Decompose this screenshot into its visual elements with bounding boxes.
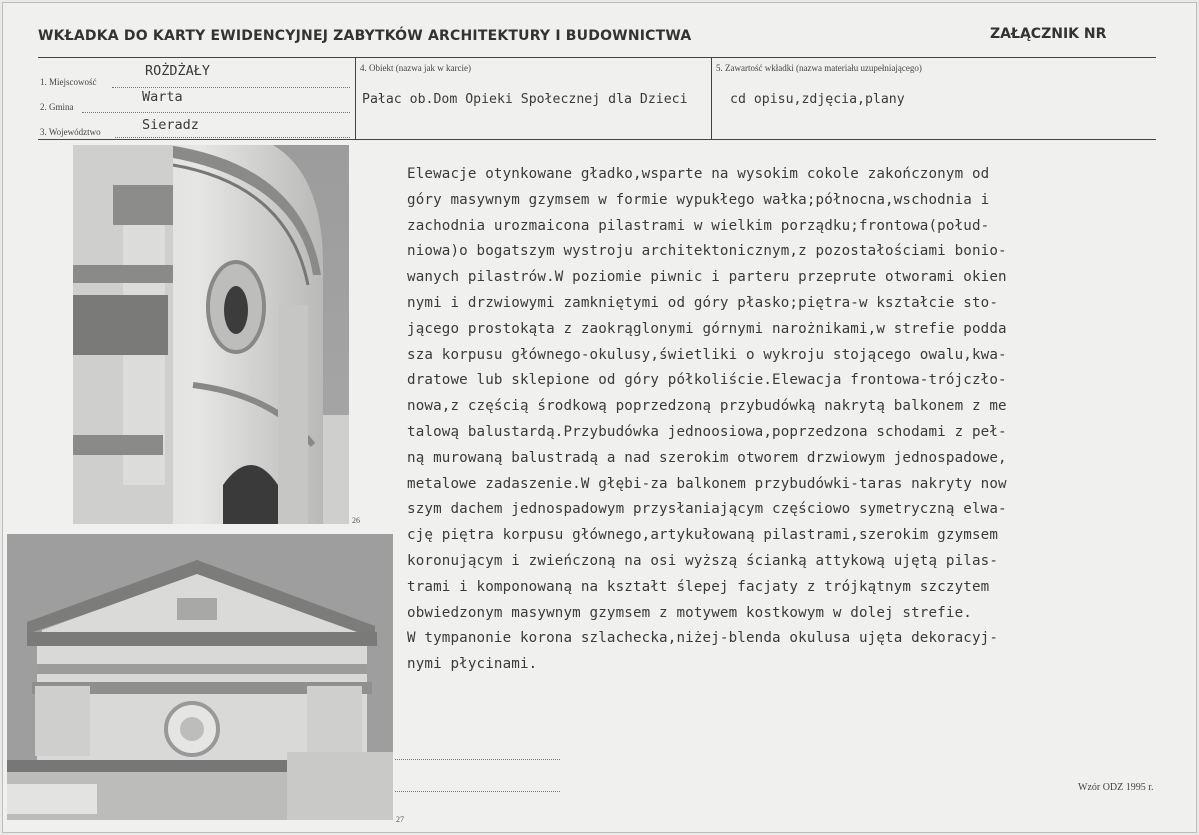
zawartosc-value: cd opisu,zdjęcia,plany: [730, 92, 905, 107]
description-line: wanych pilastrów.W poziomie piwnic i parteru przeprute otworami okien: [407, 269, 1007, 286]
form-template-note: Wzór ODZ 1995 r.: [1078, 782, 1154, 793]
facade-photo-top-image: [73, 145, 349, 524]
obiekt-value: Pałac ob.Dom Opieki Społecznej dla Dzieci: [362, 92, 688, 107]
description-line: jącego prostokąta z zaokrąglonymi górnymi narożnikami,w strefie podda: [407, 320, 1007, 337]
wojewodztwo-value: Sieradz: [142, 117, 199, 133]
description-line: obwiedzonym masywnym gzymsem z motywem kostkowym w dolej strefie.: [407, 604, 972, 621]
wojewodztwo-label: 3. Województwo: [40, 127, 101, 137]
description-line: góry masywnym gzymsem w formie wypukłego wałka;północna,wschodnia i: [407, 191, 990, 208]
gmina-value: Warta: [142, 89, 183, 105]
description-line: metalowe zadaszenie.W głębi-za balkonem przybudówki-taras nakryty now: [407, 475, 1007, 492]
description-line: cję piętra korpusu głównego,artykułowaną pilastrami,szerokim gzymsem: [407, 527, 999, 544]
header-bottom-rule: [38, 139, 1156, 140]
pediment-photo-bottom: [7, 534, 393, 820]
description-line: nymi i drzwiowymi zamkniętymi od góry płasko;piętra-w kształcie sto-: [407, 294, 999, 311]
description-line: trami i komponowaną na kształt ślepej facjaty z trójkątnym szczytem: [407, 578, 990, 595]
facade-photo-top: [73, 145, 349, 524]
description-line: szym dachem jednospadowym przysłaniającym częściowo symetryczną elwa-: [407, 501, 1007, 518]
description-text: [407, 162, 1127, 678]
miejscowosc-label: 1. Miejscowość: [40, 77, 97, 87]
gmina-label: 2. Gmina: [40, 102, 74, 112]
description-line: ną murowaną balustradą a nad szerokim otworem drzwiowym jednospadowe,: [407, 449, 1007, 466]
header-top-rule: [38, 57, 1156, 58]
gmina-dotted-line: [82, 111, 350, 113]
attachment-number: ZAŁĄCZNIK NR: [990, 26, 1107, 42]
miejscowosc-value: ROŻDŻAŁY: [145, 63, 211, 79]
zawartosc-label: 5. Zawartość wkładki (nazwa materiału uzupełniającego): [716, 63, 922, 73]
description-line: nymi płycinami.: [407, 656, 538, 673]
field-divider-2: [711, 57, 712, 140]
description-line: sza korpusu głównego-okulusy,świetliki o wykroju stojącego owalu,kwa-: [407, 346, 1007, 363]
wojewodztwo-dotted-line: [115, 136, 350, 138]
document-title: WKŁADKA DO KARTY EWIDENCYJNEJ ZABYTKÓW ARCHITEKTURY I BUDOWNICTWA: [38, 28, 692, 44]
description-line: dratowe lub sklepione od góry półkoliście.Elewacja frontowa-trójczło-: [407, 372, 1007, 389]
photo-number-bottom: 27: [396, 815, 404, 824]
description-line: W tympanonie korona szlachecka,niżej-blenda okulusa ujęta dekoracyj-: [407, 630, 999, 647]
description-line: talową balustardą.Przybudówka jednoosiowa,poprzedzona schodami z peł-: [407, 423, 1007, 440]
description-line: nowa,z częścią środkową poprzedzoną przybudówką nakrytą balkonem z me: [407, 398, 1007, 415]
obiekt-label: 4. Obiekt (nazwa jak w karcie): [360, 63, 471, 73]
description-line: zachodnia urozmaicona pilastrami w wielkim porządku;frontowa(połud-: [407, 217, 990, 234]
pediment-photo-bottom-image: [7, 534, 393, 820]
photo-number-top: 26: [352, 516, 360, 525]
caption-dotted-line-2: [395, 790, 560, 792]
field-divider-1: [355, 57, 356, 140]
description-line: Elewacje otynkowane gładko,wsparte na wysokim cokole zakończonym od: [407, 166, 990, 182]
description-line: niowa)o bogatszym wystroju architektonicznym,z pozostałościami bonio-: [407, 243, 1007, 260]
caption-dotted-line-1: [395, 758, 560, 760]
miejscowosc-dotted-line: [112, 86, 350, 88]
description-line: koronującym i zwieńczoną na osi wyższą ścianką attykową ujętą pilas-: [407, 552, 999, 569]
